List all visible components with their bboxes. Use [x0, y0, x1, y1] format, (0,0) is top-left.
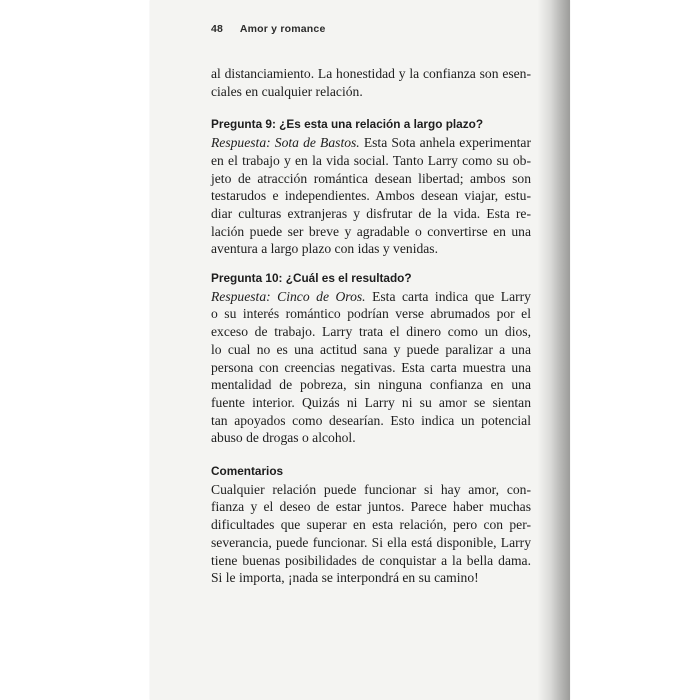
- body-line: mentalidad de pobreza, sin ninguna confianza en una: [211, 377, 531, 393]
- question-10-heading: Pregunta 10: ¿Cuál es el resultado?: [211, 271, 412, 286]
- running-header: [211, 23, 326, 35]
- answer-9-first-line: [211, 134, 531, 152]
- body-line: exceso de trabajo. Larry trata el dinero como un dios,: [211, 324, 531, 340]
- body-line: o su interés romántico podrían verse abrumados por el: [211, 306, 531, 322]
- body-line: fianza y el deseo de estar juntos. Parece haber muchas: [211, 499, 531, 515]
- body-line: ciales en cualquier relación.: [211, 83, 363, 99]
- body-line: severancia, puede funcionar. Si ella está disponible, Larry: [211, 534, 531, 550]
- body-line: dificultades que superar en esta relación, pero con per-: [211, 517, 531, 533]
- running-title: Amor y romance: [239, 23, 326, 35]
- body-line: persona con creencias negativas. Esta carta muestra una: [211, 359, 531, 375]
- answer-10-text: Esta carta indica que Larry: [365, 288, 531, 304]
- body-line: lación puede ser breve y agradable o convertirse en una: [211, 223, 531, 239]
- body-line: tan apoyados como desearían. Esto indica un potencial: [211, 412, 531, 428]
- body-line: abuso de drogas o alcohol.: [211, 430, 356, 446]
- answer-9-text: Esta Sota anhela experimentar: [359, 135, 531, 151]
- answer-10-label: Respuesta: Cinco de Oros.: [211, 288, 366, 304]
- body-line: lo cual no es una actitud sana y puede paralizar a una: [211, 341, 531, 357]
- body-line: testarudos e independientes. Ambos desean viajar, estu-: [211, 188, 531, 204]
- body-line: fuente interior. Quizás ni Larry ni su amor se sientan: [211, 394, 531, 410]
- page-number: 48: [211, 23, 224, 35]
- body-line: en el trabajo y en la vida social. Tanto Larry como su ob-: [211, 152, 531, 168]
- body-line: diar culturas extranjeras y disfrutar de la vida. Esta re-: [211, 205, 531, 221]
- body-line: Cualquier relación puede funcionar si hay amor, con-: [211, 481, 531, 497]
- answer-9-label: Respuesta: Sota de Bastos.: [211, 135, 360, 151]
- body-line: jeto de atracción romántica desean libertad; ambos son: [211, 170, 531, 186]
- body-line: tiene buenas posibilidades de conquistar a la bella dama.: [211, 552, 531, 568]
- page-body: [211, 65, 531, 587]
- body-line: aventura a largo plazo con idas y venidas.: [211, 241, 438, 257]
- body-line: Si le importa, ¡nada se interpondrá en su camino!: [211, 570, 479, 586]
- answer-10-first-line: [211, 288, 531, 306]
- body-line: al distanciamiento. La honestidad y la confianza son esen-: [211, 66, 531, 81]
- comments-heading: Comentarios: [211, 464, 284, 479]
- page-gutter-shadow: [538, 0, 570, 700]
- question-9-heading: Pregunta 9: ¿Es esta una relación a largo plazo?: [211, 117, 484, 132]
